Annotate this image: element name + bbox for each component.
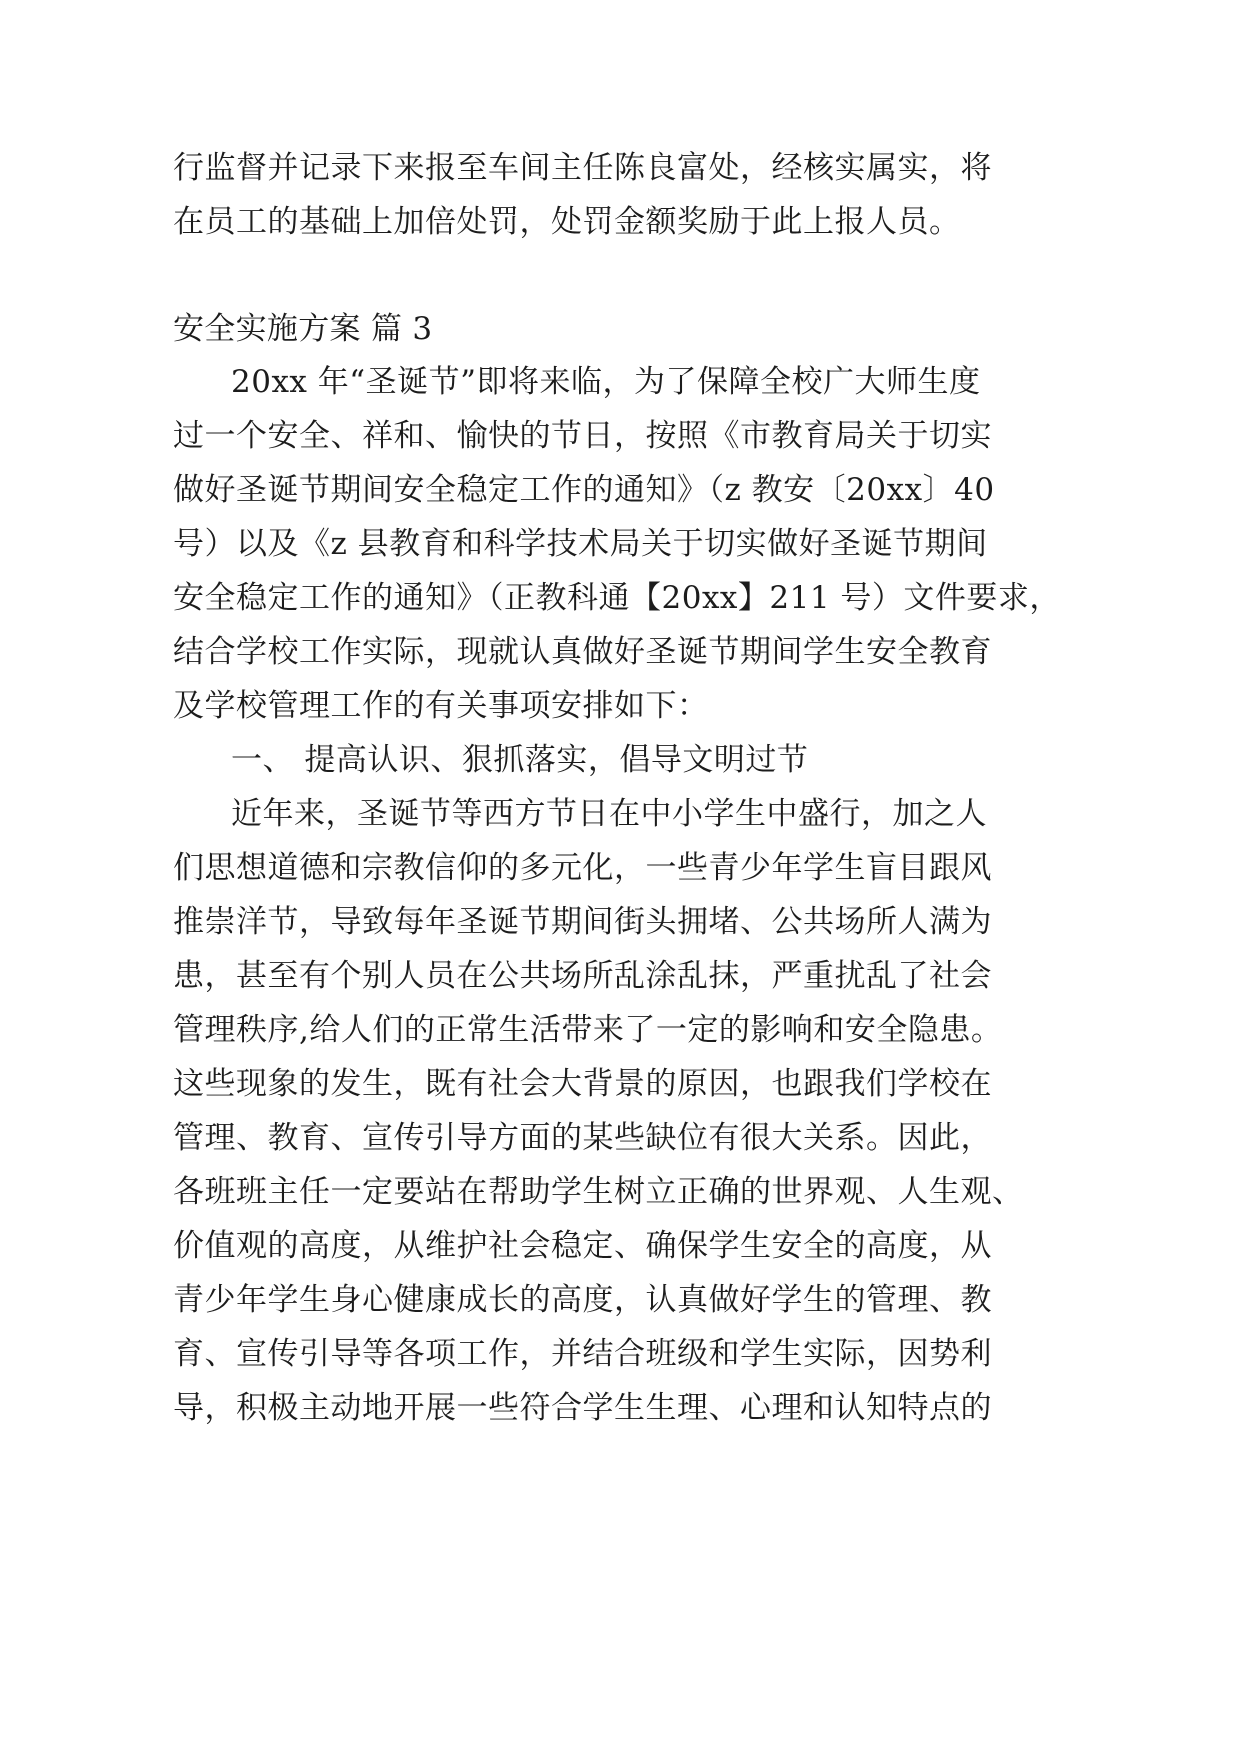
text-line: 在员工的基础上加倍处罚，处罚金额奖励于此上报人员。 [173,204,961,240]
text-line: 结合学校工作实际，现就认真做好圣诞节期间学生安全教育 [173,634,992,670]
subsection-heading: 一、 提高认识、狠抓落实，倡导文明过节 [231,742,809,778]
text-line: 青少年学生身心健康成长的高度，认真做好学生的管理、教 [173,1282,992,1318]
text-line: 过一个安全、祥和、愉快的节日，按照《市教育局关于切实 [173,418,992,454]
text-line: 育、宣传引导等各项工作，并结合班级和学生实际，因势利 [173,1336,992,1372]
text-line: 导，积极主动地开展一些符合学生生理、心理和认知特点的 [173,1390,992,1426]
text-line: 们思想道德和宗教信仰的多元化，一些青少年学生盲目跟风 [173,850,992,886]
text-line: 管理、教育、宣传引导方面的某些缺位有很大关系。因此， [173,1120,992,1156]
text-line: 患，甚至有个别人员在公共场所乱涂乱抹，严重扰乱了社会 [173,958,992,994]
text-line: 管理秩序,给人们的正常生活带来了一定的影响和安全隐患。 [173,1012,1003,1048]
text-line: 行监督并记录下来报至车间主任陈良富处，经核实属实，将 [173,150,992,186]
text-line: 做好圣诞节期间安全稳定工作的通知》（z 教安〔20xx〕40 [173,472,995,508]
text-line: 20xx 年“圣诞节”即将来临，为了保障全校广大师生度 [231,364,981,400]
text-line: 安全稳定工作的通知》（正教科通【20xx】211 号）文件要求， [173,580,1061,616]
text-line: 这些现象的发生，既有社会大背景的原因，也跟我们学校在 [173,1066,992,1102]
text-line: 价值观的高度，从维护社会稳定、确保学生安全的高度，从 [173,1228,992,1264]
text-line: 各班班主任一定要站在帮助学生树立正确的世界观、人生观、 [173,1174,1024,1210]
section-heading: 安全实施方案 篇 3 [173,311,433,347]
text-line: 及学校管理工作的有关事项安排如下： [173,688,709,724]
text-line: 近年来，圣诞节等西方节日在中小学生中盛行，加之人 [231,796,987,832]
text-line: 推崇洋节，导致每年圣诞节期间街头拥堵、公共场所人满为 [173,904,992,940]
text-line: 号）以及《z 县教育和科学技术局关于切实做好圣诞节期间 [173,526,988,562]
